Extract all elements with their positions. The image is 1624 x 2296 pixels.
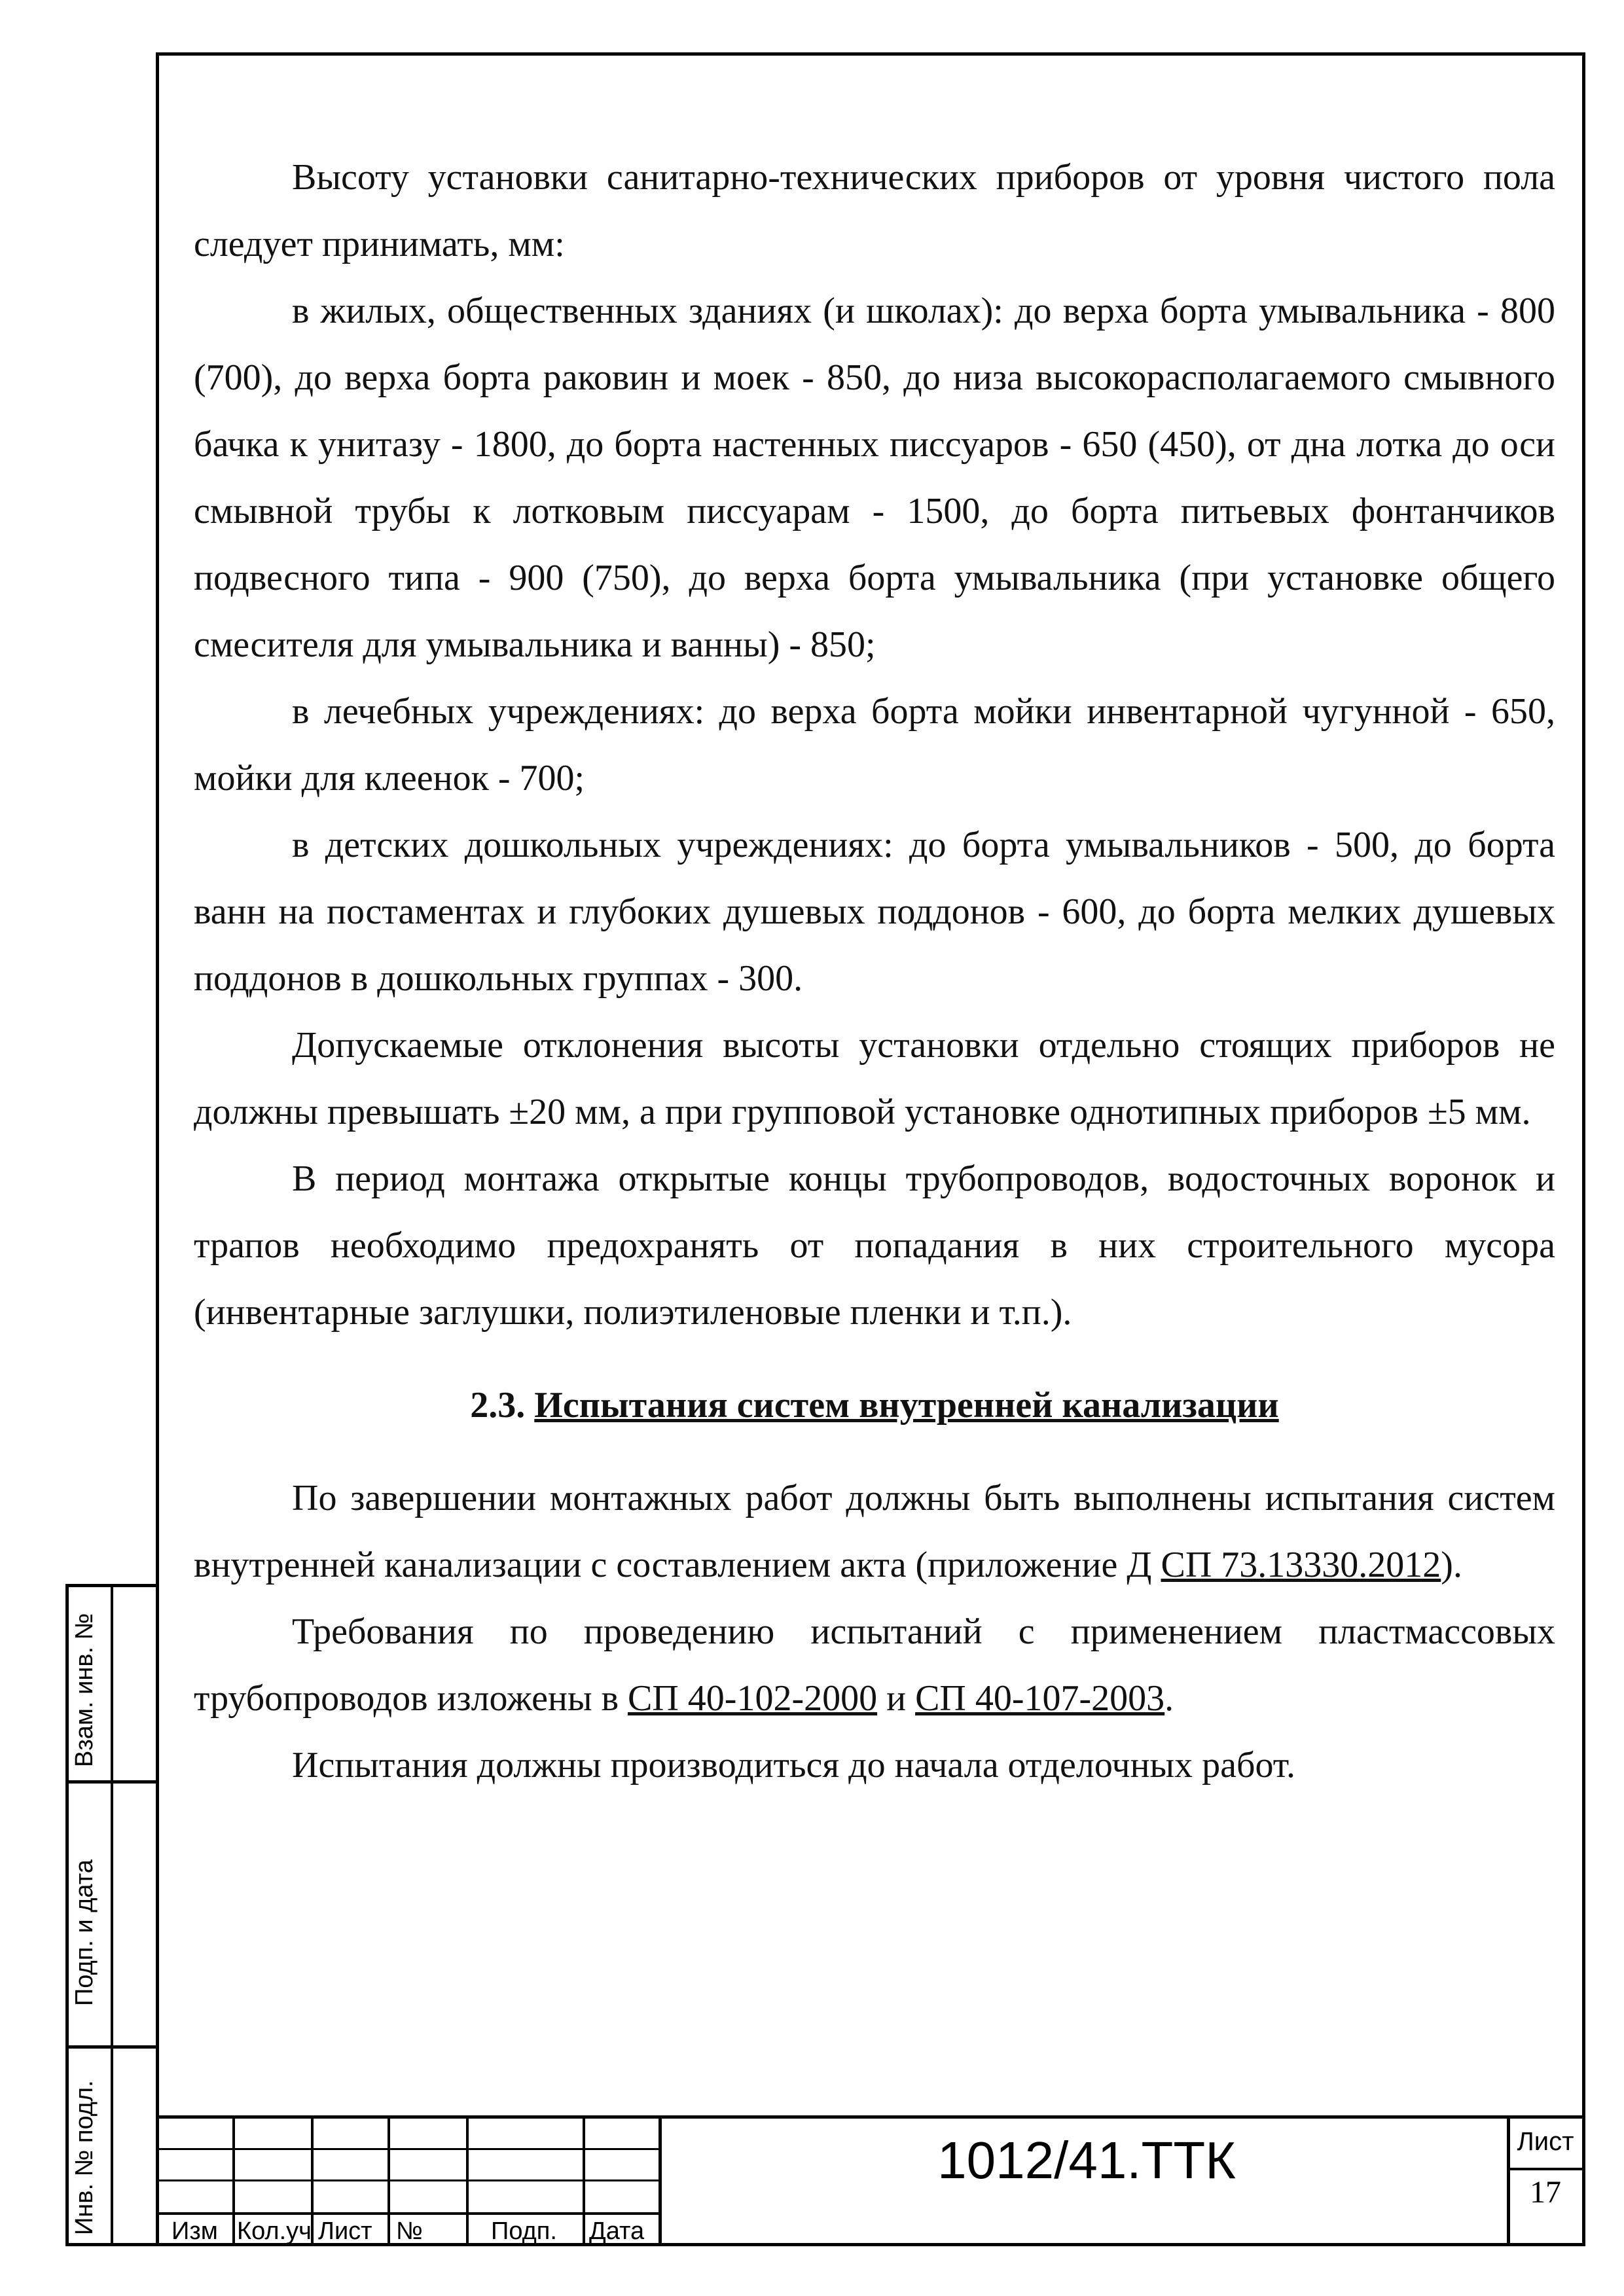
label-inv-podl: Инв. № подл.	[71, 2080, 98, 2235]
col-data: Дата	[589, 2217, 645, 2245]
paragraph-6: В период монтажа открытые концы трубопроводов, водосточных воронок и трапов необходимо предохранять от попадания в них строительного мусора (инвентарные заглушки, полиэтиленовые пленки и т.п.).	[194, 1158, 1555, 1333]
paragraph-7-text-b: ).	[1441, 1545, 1462, 1585]
section-number: 2.3.	[470, 1385, 535, 1426]
document-code: 1012/41.ТТК	[937, 2131, 1236, 2189]
col-no: №	[396, 2217, 423, 2245]
label-podp-data: Подп. и дата	[71, 1859, 98, 2006]
paragraph-9: Испытания должны производиться до начала отделочных работ.	[292, 1745, 1296, 1785]
sheet-label: Лист	[1517, 2127, 1574, 2156]
paragraph-5: Допускаемые отклонения высоты установки отдельно стоящих приборов не должны превышать ±20 мм, а при групповой установке однотипных приборов ±5 мм.	[194, 1025, 1555, 1132]
paragraph-4: в детских дошкольных учреждениях: до борта умывальников - 500, до борта ванн на постаментах и глубоких душевых поддонов - 600, до борта мелких душевых поддонов в дошкольных группах - 300.	[194, 825, 1555, 999]
tb-col-line-1	[232, 2115, 235, 2246]
title-block-top-border	[156, 2115, 1585, 2119]
label-vzam-inv: Взам. инв. №	[71, 1613, 98, 1767]
col-kolu: Кол.уч	[237, 2217, 312, 2245]
tb-col-line-5	[583, 2115, 585, 2246]
paragraph-7	[194, 1465, 1555, 1598]
tb-sheet-box-divider	[1507, 2168, 1585, 2170]
side-stamp-divider-1	[69, 1780, 159, 1784]
paragraph-8-text-b: .	[1164, 1678, 1174, 1719]
ref-sp-40-107[interactable]: СП 40-107-2003	[915, 1678, 1165, 1719]
paragraph-8-text-a: Требования по проведению испытаний с применением пластмассовых трубопроводов изложены в	[194, 1611, 1555, 1719]
col-izm: Изм	[171, 2217, 218, 2245]
paragraph-8	[194, 1598, 1555, 1732]
col-list: Лист	[318, 2217, 372, 2245]
side-stamp-divider-2	[69, 2045, 159, 2049]
body-text	[194, 144, 1555, 1799]
paragraph-3: в лечебных учреждениях: до верха борта мойки инвентарной чугунной - 650, мойки для клеенок - 700;	[194, 691, 1555, 798]
paragraph-7-text-a: По завершении монтажных работ должны быть выполнены испытания систем внутренней канализации с составлением акта (приложение Д	[194, 1478, 1555, 1585]
section-heading	[194, 1372, 1555, 1439]
ref-sp-73[interactable]: СП 73.13330.2012	[1161, 1545, 1441, 1585]
tb-col-line-3	[388, 2115, 390, 2246]
ref-sp-40-102[interactable]: СП 40-102-2000	[628, 1678, 878, 1719]
col-podp: Подп.	[491, 2217, 557, 2245]
paragraph-1: Высоту установки санитарно-технических приборов от уровня чистого пола следует принимать, мм:	[194, 157, 1555, 264]
section-title: Испытания систем внутренней канализации	[534, 1385, 1279, 1426]
paragraph-8-text-mid: и	[877, 1678, 916, 1719]
sheet-number: 17	[1530, 2175, 1561, 2210]
paragraph-2: в жилых, общественных зданиях (и школах): до верха борта умывальника - 800 (700), до верха борта раковин и моек - 850, до низа высокорасполагаемого смывного бачка к унитазу - 1800, до борта настенных писсуаров - 650 (450), от дна лотка до оси смывной трубы к лотковым писсуарам - 1500, до борта питьевых фонтанчиков подвесного типа - 900 (750), до верха борта умывальника (при установке общего смесителя для умывальника и ванны) - 850;	[194, 291, 1555, 665]
tb-col-line-4	[466, 2115, 469, 2246]
